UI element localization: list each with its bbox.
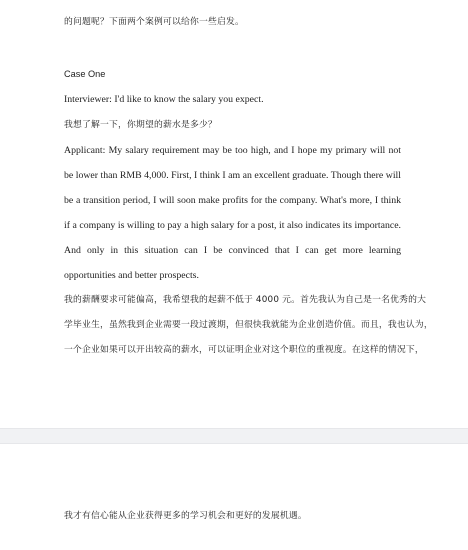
interviewer-translation: 我想了解一下，你期望的薪水是多少？ — [64, 120, 217, 130]
intro-continuation-text: 的问题呢？下面两个案例可以给你一些启发。 — [64, 17, 244, 27]
applicant-line: be a transition period, I will soon make profits for the company. What's more, I think — [64, 195, 401, 206]
applicant-line: if a company is willing to pay a high salary for a post, it also indicates its importance. — [64, 220, 401, 231]
applicant-translation-line: 学毕业生，虽然我到企业需要一段过渡期，但很快我就能为企业创造价值。而且，我也认为， — [64, 320, 433, 330]
applicant-translation-line: 我的薪酬要求可能偏高，我希望我的起薪不低于 4000 元。首先我认为自己是一名优秀的大 — [64, 295, 427, 305]
page-separator — [0, 428, 468, 444]
continued-translation-text: 我才有信心能从企业获得更多的学习机会和更好的发展机遇。 — [64, 511, 307, 521]
interviewer-line: Interviewer: I'd like to know the salary you expect. — [64, 94, 264, 105]
applicant-translation-line: 一个企业如果可以开出较高的薪水，可以证明企业对这个职位的重视度。在这样的情况下， — [64, 345, 424, 355]
applicant-line: Applicant: My salary requirement may be too high, and I hope my primary will not — [64, 145, 401, 156]
applicant-line: be lower than RMB 4,000. First, I think I am an excellent graduate. Though there will — [64, 170, 401, 181]
case-title: Case One — [64, 69, 106, 79]
document-page-lower — [0, 444, 468, 550]
applicant-line: And only in this situation can I be convinced that I can get more learning — [64, 245, 401, 256]
cropped-top-text — [64, 0, 404, 4]
applicant-line: opportunities and better prospects. — [64, 270, 199, 281]
